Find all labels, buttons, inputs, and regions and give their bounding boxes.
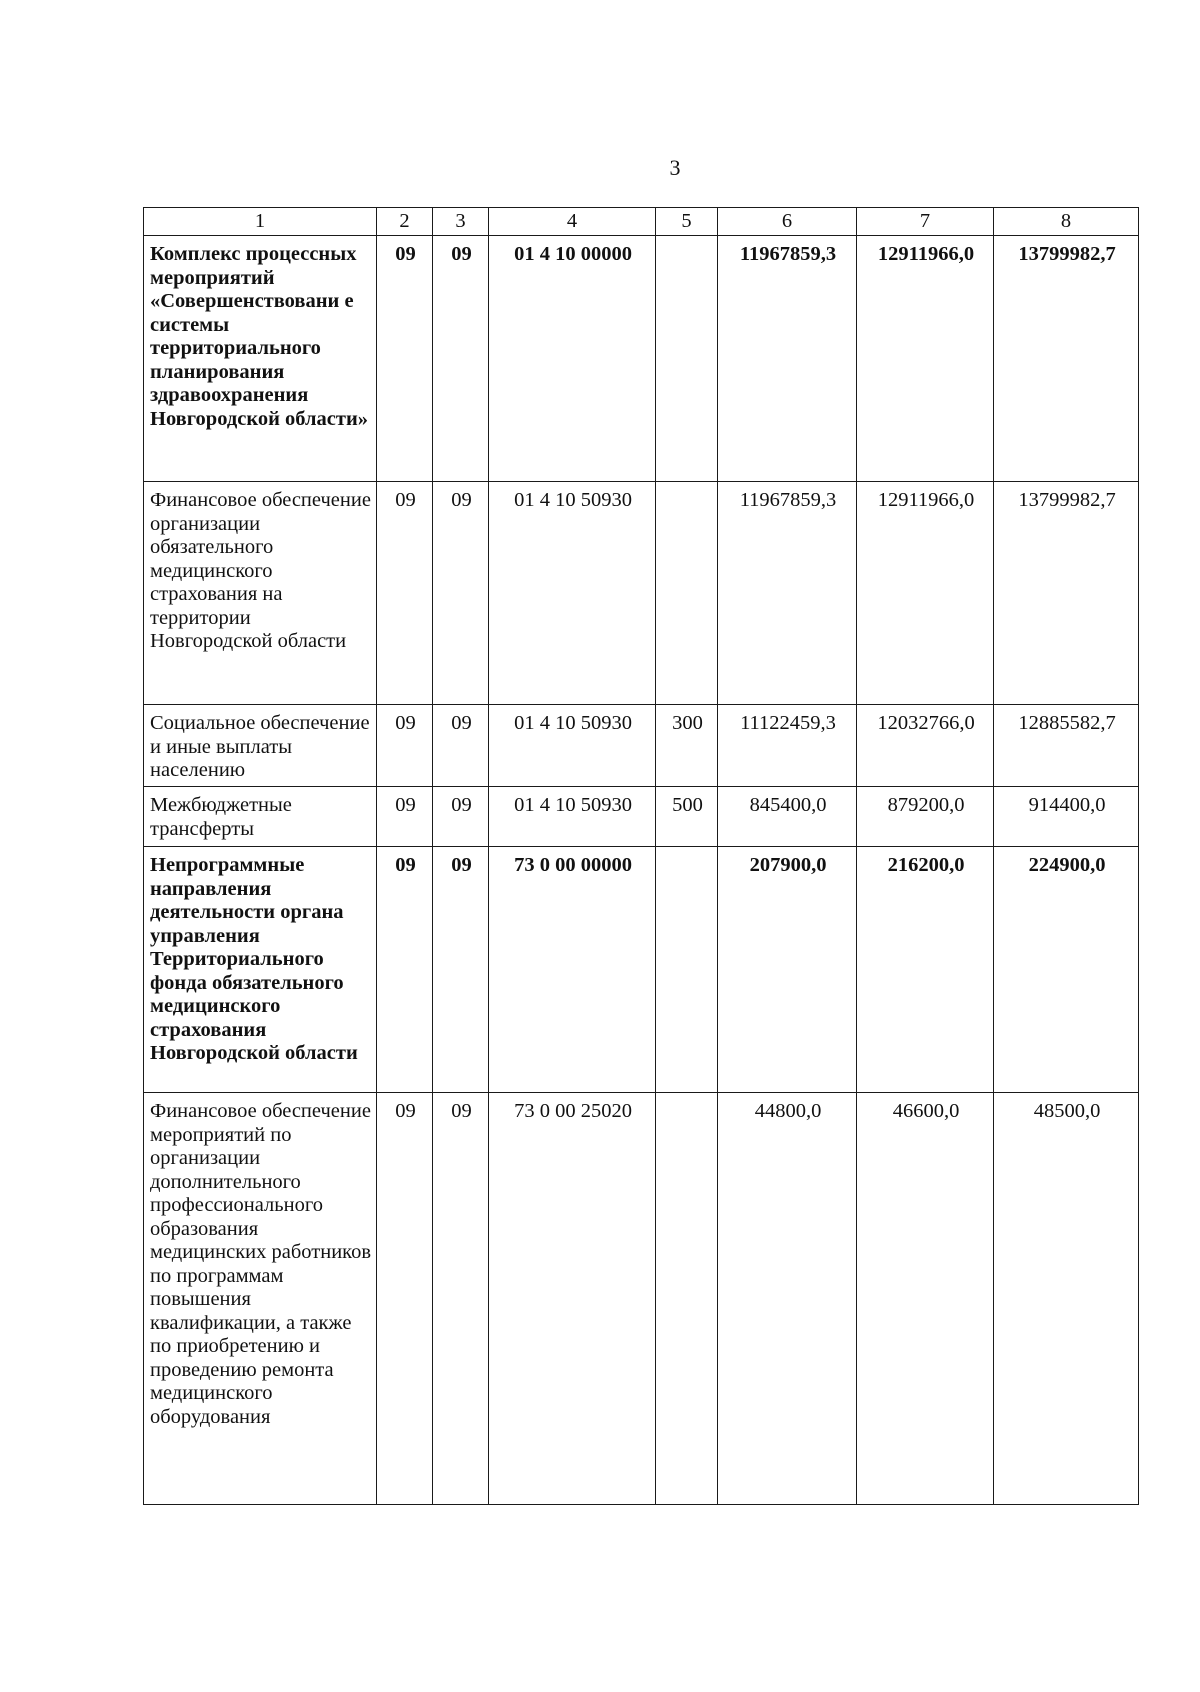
- amount-cell-col6: 11967859,3: [718, 236, 857, 482]
- expense-type-cell: [656, 482, 718, 705]
- amount-cell-col7: 46600,0: [857, 1093, 994, 1505]
- column-header: 3: [433, 208, 489, 236]
- target-article-cell: 01 4 10 50930: [489, 482, 656, 705]
- expense-type-cell: [656, 1093, 718, 1505]
- section-cell: 09: [377, 482, 433, 705]
- amount-cell-col7: 12032766,0: [857, 705, 994, 787]
- amount-cell-col8: 914400,0: [994, 787, 1139, 847]
- expense-type-cell: 300: [656, 705, 718, 787]
- target-article-cell: 73 0 00 25020: [489, 1093, 656, 1505]
- section-cell: 09: [377, 787, 433, 847]
- subsection-cell: 09: [433, 1093, 489, 1505]
- amount-cell-col7: 879200,0: [857, 787, 994, 847]
- subsection-cell: 09: [433, 847, 489, 1093]
- subsection-cell: 09: [433, 705, 489, 787]
- amount-cell-col8: 13799982,7: [994, 482, 1139, 705]
- row-name-cell: Финансовое обеспечение организации обязательного медицинского страхования на территории Новгородской области: [144, 482, 377, 705]
- amount-cell-col8: 13799982,7: [994, 236, 1139, 482]
- column-header: 1: [144, 208, 377, 236]
- amount-cell-col8: 224900,0: [994, 847, 1139, 1093]
- amount-cell-col6: 11122459,3: [718, 705, 857, 787]
- expense-type-cell: [656, 847, 718, 1093]
- page-number: 3: [669, 155, 681, 180]
- subsection-cell: 09: [433, 787, 489, 847]
- target-article-cell: 01 4 10 50930: [489, 705, 656, 787]
- amount-cell-col7: 12911966,0: [857, 236, 994, 482]
- section-cell: 09: [377, 847, 433, 1093]
- column-header: 4: [489, 208, 656, 236]
- table-row: [144, 236, 1139, 482]
- subsection-cell: 09: [433, 236, 489, 482]
- section-cell: 09: [377, 1093, 433, 1505]
- column-header: 8: [994, 208, 1139, 236]
- subsection-cell: 09: [433, 482, 489, 705]
- row-name-cell: Комплекс процессных мероприятий «Совершенствовани е системы территориального планирования здравоохранения Новгородской области»: [144, 236, 377, 482]
- table-row: [144, 1093, 1139, 1505]
- expense-type-cell: 500: [656, 787, 718, 847]
- amount-cell-col6: 44800,0: [718, 1093, 857, 1505]
- column-header: 7: [857, 208, 994, 236]
- table-row: [144, 705, 1139, 787]
- amount-cell-col7: 216200,0: [857, 847, 994, 1093]
- table-row: [144, 787, 1139, 847]
- amount-cell-col8: 48500,0: [994, 1093, 1139, 1505]
- section-cell: 09: [377, 236, 433, 482]
- table-header-row: [144, 208, 1139, 236]
- row-name-cell: Непрограммные направления деятельности органа управления Территориального фонда обязательного медицинского страхования Новгородской области: [144, 847, 377, 1093]
- row-name-cell: Финансовое обеспечение мероприятий по организации дополнительного профессионального образования медицинских работников по программам повышения квалификации, а также по приобретению и проведению ремонта медицинского оборудования: [144, 1093, 377, 1505]
- target-article-cell: 73 0 00 00000: [489, 847, 656, 1093]
- amount-cell-col6: 207900,0: [718, 847, 857, 1093]
- amount-cell-col7: 12911966,0: [857, 482, 994, 705]
- amount-cell-col6: 845400,0: [718, 787, 857, 847]
- section-cell: 09: [377, 705, 433, 787]
- amount-cell-col8: 12885582,7: [994, 705, 1139, 787]
- target-article-cell: 01 4 10 00000: [489, 236, 656, 482]
- expense-type-cell: [656, 236, 718, 482]
- table-row: [144, 847, 1139, 1093]
- column-header: 6: [718, 208, 857, 236]
- amount-cell-col6: 11967859,3: [718, 482, 857, 705]
- row-name-cell: Социальное обеспечение и иные выплаты населению: [144, 705, 377, 787]
- row-name-cell: Межбюджетные трансферты: [144, 787, 377, 847]
- column-header: 5: [656, 208, 718, 236]
- column-header: 2: [377, 208, 433, 236]
- target-article-cell: 01 4 10 50930: [489, 787, 656, 847]
- budget-table: [143, 207, 1139, 1505]
- table-row: [144, 482, 1139, 705]
